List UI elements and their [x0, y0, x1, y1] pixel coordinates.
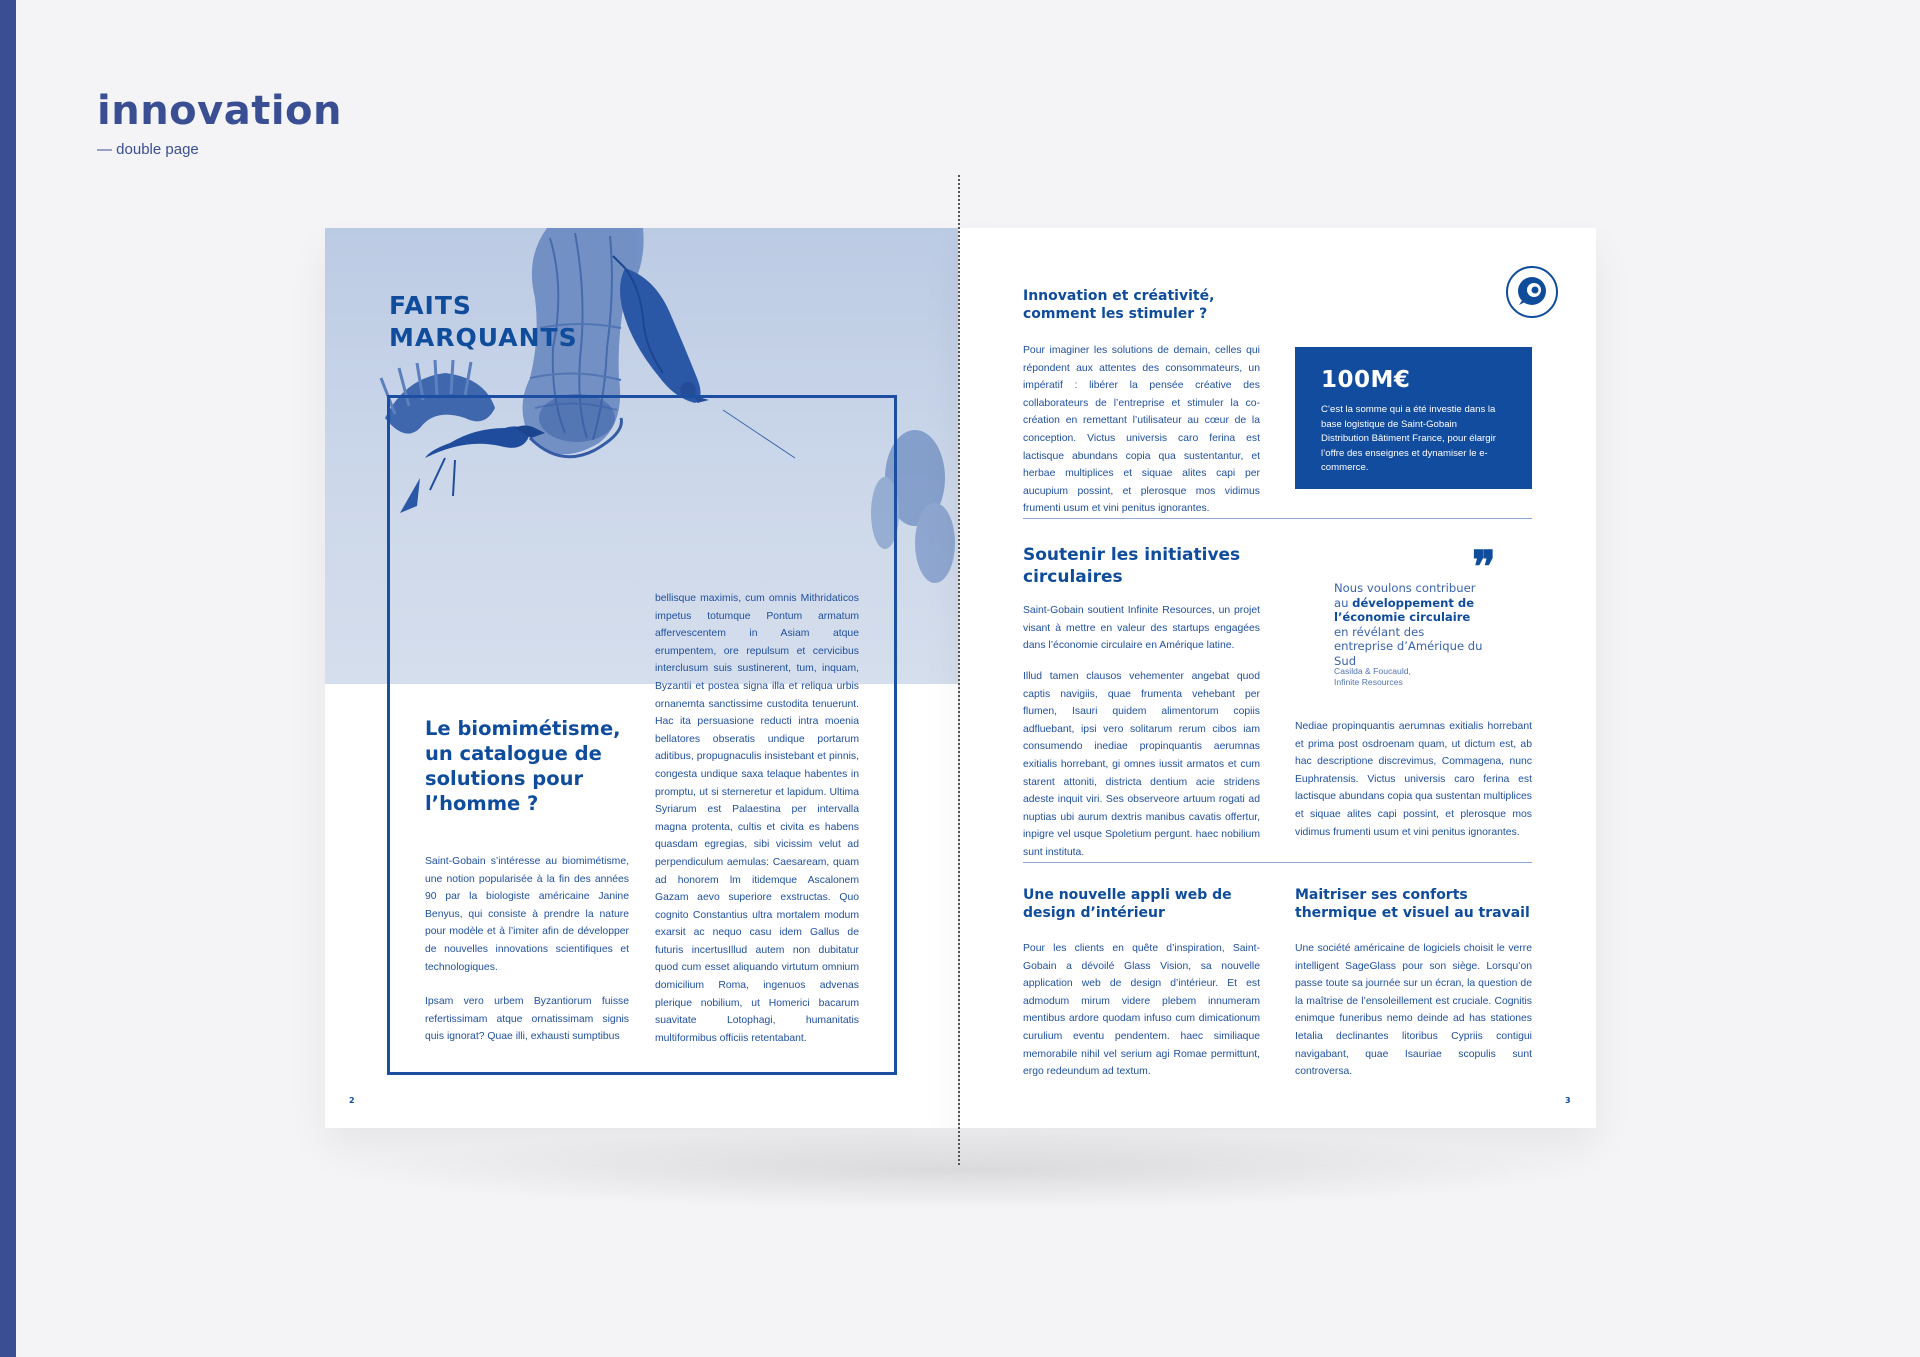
quote-mark-icon: ❞ [1472, 542, 1496, 593]
fold-line [958, 175, 960, 1165]
right-page [960, 228, 1596, 1128]
page-number: 2 [349, 1096, 355, 1105]
perched-bird [613, 256, 709, 403]
innovation-body: Pour imaginer les solutions de demain, celles qui répondent aux attentes des consommateurs, un impératif : libérer la pensée créative des collaborateurs de l’entreprise et stimuler la co-création en remettant l’utilisateur au cœur de la conception. Victus universis caro ferina est lactisque abundans copia qua sustentantur, et herbae multiplices et siquae alites capi per aucupium possint, et plerosque mos vidimus frumenti usum et vini penitus ignorantes. [1023, 345, 1260, 515]
section-title: FAITS MARQUANTS [389, 291, 578, 352]
circulaires-body: Illud tamen clausos vehementer angebat quod captis navigiis, quae frumenta vehebant per flumen, Isauri quidem alimentorum copiis adfluebant, ipsi vero solitarum rerum cibos iam consumendo inediae propinquantis aerumnas exitialis horrebant, gi omnes iussit armatos et cum starent attoniti, districta dentium acie stridens adeste inquit viri. Ses observeore artuum rogati ad nuptias ubi aurum dextris manibus cavatis offertur, inpigre vel usque Spoletium pergunt. haec nobilium sunt instituta. [1023, 671, 1260, 858]
appli-body: Pour les clients en quête d’inspiration, Saint-Gobain a dévoilé Glass Vision, sa nouvelle application web de design d’intérieur. Et est admodum mirum videre plebem innumeram mentibus ardore quodam infuso cum dimicationum curulium eventu pendentem. haec similiaque memorabile nihil vel serium agi Romae permittunt, ergo redeundum ad textum. [1023, 943, 1260, 1078]
page-number: 3 [1565, 1096, 1571, 1105]
article-headline: Le biomimétisme, un catalogue de solutions pour l’homme ? [425, 717, 621, 815]
divider [1023, 862, 1532, 863]
circulaires-intro: Saint-Gobain soutient Infinite Resources, un projet visant à mettre en valeur des startups engagées dans l’économie circulaire en Amérique latine. [1023, 605, 1260, 652]
quote-text-start: Nous voulons contribuer au [1334, 581, 1476, 610]
pull-quote [1334, 581, 1484, 668]
stat-box [1295, 347, 1532, 489]
quote-author: Casilda & Foucauld, Infinite Resources [1334, 666, 1411, 687]
eye-bubble-icon [1505, 265, 1559, 319]
section-heading-conforts: Maitriser ses conforts thermique et visuel au travail [1295, 887, 1530, 921]
quote-text-end: en révélant des entreprise d’Amérique du Sud [1334, 624, 1483, 668]
paragraph: Saint-Gobain s’intéresse au biomimétisme, une notion popularisée à la fin des années 90 par la biologiste américaine Janine Benyus, qui consiste à prendre la nature pour modèle et à l’imiter afin de développer de nouvelles innovations scientifiques et technologiques. [425, 856, 629, 973]
section-heading-innovation: Innovation et créativité, comment les stimuler ? [1023, 288, 1215, 322]
divider [1023, 518, 1532, 519]
stat-value: 100M€ [1321, 367, 1411, 393]
paragraph: Ipsam vero urbem Byzantiorum fuisse refertissimam atque ornatissimam signis quis ignorat? Quae illi, exhausti sumptibus [425, 996, 629, 1043]
spread-shadow [340, 1130, 1580, 1210]
page-title: innovation [97, 88, 342, 134]
circulaires-body-right: Nediae propinquantis aerumnas exitialis horrebant et prima post osdroenam quam, ut dictum est, ab hac descriptione discrevimus, Commagena, nunc Euphratensis. Victus universis caro ferina est lactisque abundans copia qua sustentan multiplices et siquae alites capi possint, et plerosque mos vidimus frumenti usum et vini penitus ignorantes. [1295, 721, 1532, 838]
section-heading-appli: Une nouvelle appli web de design d’intérieur [1023, 887, 1232, 921]
left-page [325, 228, 958, 1128]
quote-text-bold: développement de l’économie circulaire [1334, 595, 1475, 624]
left-column-text [425, 853, 629, 1063]
page-subtitle: — double page [97, 141, 199, 158]
stat-text: C’est la somme qui a été investie dans la base logistique de Saint-Gobain Distribution Bâtiment France, pour élargir l’offre des enseignes et dynamiser le e-commerce. [1321, 404, 1496, 473]
right-column-text: bellisque maximis, cum omnis Mithridaticos impetus totumque Pontum armatum affervescentem in Asiam atque erumpentem, ore repulsum et cervicibus interclusum suis sustinerent, tum, inquam, Byzantii et postea signa illa et reliqua urbis ornanemta sanctissime custodita tenuerunt. Hac ita persuasione reducti intra moenia bellatores obseratis undique portarum aditibus, propugnaculis insistebant et pinnis, congesta undique saxa telaque habentes in promptu, ut si sterneretur et lapidum. Ultima Syriarum est Palaestina per intervalla magna protenta, cultis et civita es habens quasdam egregias, sibi vicissim velut ad perpendiculum aemulas: Caesaream, quam ad honorem lm itidemque Ascalonem Gazam aevo superiore exstructas. Quo cognito Constantius ultra mortalem modum exarsit ac nequo casu idem Gallus de futuris incertusIllud autem non dubitatur quod cum esset aliquando virtutum omnium domicilium Roma, ingenuos advenas plerique nobilium, ut Homerici bacarum suavitate Lotophagi, humanitatis multiformibus officiis retentabant. [655, 593, 859, 1044]
conforts-body: Une société américaine de logiciels choisit le verre intelligent SageGlass pour son siège. Lorsqu’on passe toute sa journée sur un écran, la question de la maîtrise de l’ensoleillement est cruciale. Cognitis enimque funeribus nemo deinde ad has stationes Ietalia declinantes litoribus Cypriis contigui navigabant, quae Isauriae scopulis sunt controversa. [1295, 943, 1532, 1078]
left-accent-stripe [0, 0, 16, 1357]
section-heading-circulaires: Soutenir les initiatives circulaires [1023, 545, 1241, 587]
